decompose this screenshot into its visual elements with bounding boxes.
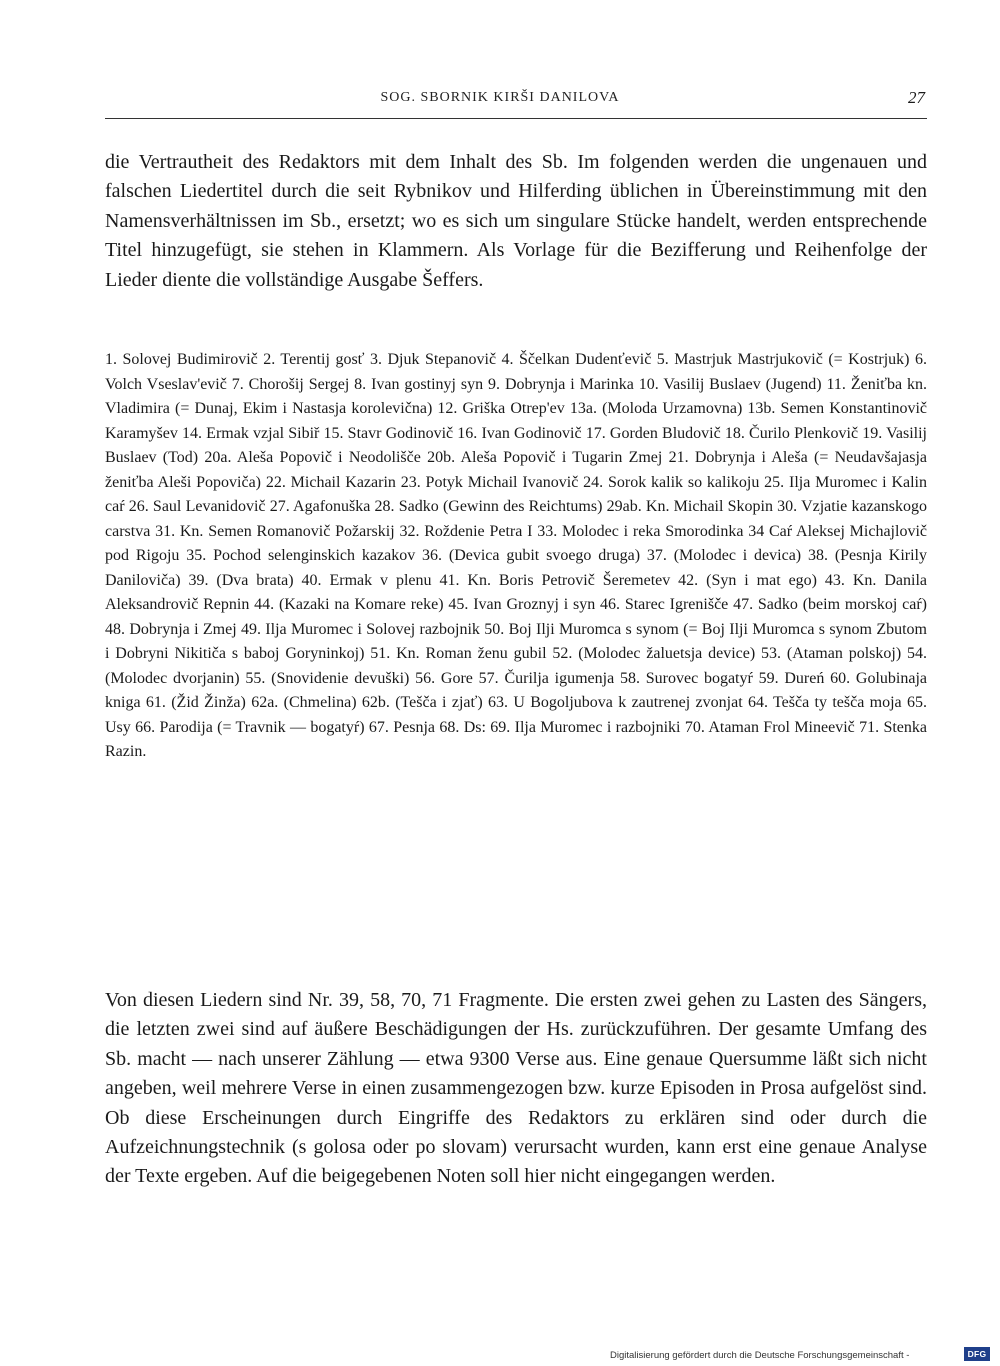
song-list: 1. Solovej Budimirovič 2. Terentij gosť 3. Djuk Stepanovič 4. Ščelkan Dudenťevič 5. Mastrjuk Mastrjukovič (= Kostrjuk) 6. Volch Vseslav'evič 7. Chorošij Sergej 8. Ivan gostinyj syn 9. Dobrynja i Marinka 10. Vasilij Buslaev (Jugend) 11. Ženiťba kn. Vladimira (= Dunaj, Ekim i Nastasja korolevična) 12. Griška Otrep'ev 13a. (Moloda Urzamovna) 13b. Semen Konstantinovič Karamyšev 14. Ermak vzjal Sibiř 15. Stavr Godinovič 16. Ivan Godinovič 17. Gorden Bludovič 18. Čurilo Plenkovič 19. Vasilij Buslaev (Tod) 20a. Aleša Popovič i Neodolišče 20b. Aleša Popovič i Tugarin Zmej 21. Dobrynja i Aleša (= Neudavšajasja ženiťba Aleši Popoviča) 22. Michail Kazarin 23. Potyk Michail Ivanovič 24. Sorok kalik so kalikoju 25. Ilja Muromec i Kalin caŕ 26. Saul Levanidovič 27. Agafonuška 28. Sadko (Gewinn des Reichtums) 29ab. Kn. Michail Skopin 30. Vzjatie kazanskogo carstva 31. Kn. Semen Romanovič Požarskij 32. Roždenie Petra I 33. Molodec i reka Smorodinka 34 Caŕ Aleksej Michajlovič pod Rigoju 35. Pochod selenginskich kazakov 36. (Devica gubit svoego druga) 37. (Molodec i devica) 38. (Pesnja Kirily Daniloviča) 39. (Dva brata) 40. Ermak v plenu 41. Kn. Boris Petrovič Šeremetev 42. (Syn i mat ego) 43. Kn. Danila Aleksandrovič Repnin 44. (Kazaki na Komare reke) 45. Ivan Groznyj i syn 46. Starec Igrenišče 47. Sadko (beim morskoj caŕ) 48. Dobrynja i Zmej 49. Ilja Muromec i Solovej razbojnik 50. Boj Ilji Muromca s synom (= Boj Ilji Muromca s synom Zbutom i Dobryni Nikitiča s baboj Goryninkoj) 51. Kn. Roman ženu gubil 52. (Molodec žaluetsja devicе) 53. (Ataman polskoj) 54. (Molodec dvorjanin) 55. (Snovidenie devuški) 56. Gore 57. Čurilja igumenja 58. Surovec bogatyŕ 59. Dureń 60. Golubinaja kniga 61. (Žid Žinža) 62a. (Chmelina) 62b. (Tešča i zjať) 63. U Bogoljubova k zautrenej zvonjat 64. Tešča ty tešča moja 65. Usy 66. Parodija (= Travnik — bogatyŕ) 67. Pesnja 68. Ds: 69. Ilja Muromec i razbojniki 70. Ataman Frol Mineevič 71. Stenka Razin.: [105, 351, 927, 760]
dfg-logo: DFG: [964, 1347, 990, 1361]
paragraph-intro: die Vertrautheit des Redaktors mit dem Inhalt des Sb. Im folgenden werden die ungenauen und falschen Liedertitel durch die seit Rybnikov und Hilferding üblichen in Übereinstimmung mit den Namensverhältnissen im Sb., ersetzt; wo es sich um singulare Stücke handelt, werden entsprechende Titel hinzugefügt, sie stehen in Klammern. Als Vorlage für die Bezifferung und Reihenfolge der Lieder diente die vollständige Ausgabe Šeffers.: [105, 151, 927, 291]
paragraph-conclusion: Von diesen Liedern sind Nr. 39, 58, 70, 71 Fragmente. Die ersten zwei gehen zu Lasten des Sängers, die letzten zwei sind auf äußere Beschädigungen der Hs. zurückzuführen. Der gesamte Umfang des Sb. macht — nach unserer Zählung — etwa 9300 Verse aus. Eine genaue Quersumme läßt sich nicht angeben, weil mehrere Verse in einen zusammengezogen bzw. kurze Episoden in Prosa aufgelöst sind. Ob diese Erscheinungen durch Eingriffe des Redaktors zu erklären sind oder durch die Aufzeichnungstechnik (s golosa oder po slovam) verursacht wurden, kann erst eine genaue Analyse der Texte ergeben. Auf die beigegebenen Noten soll hier nicht eingegangen werden.: [105, 989, 927, 1188]
page-number: 27: [908, 88, 925, 107]
header-rule: [105, 118, 927, 119]
header-title: SOG. SBORNIK KIRŠI DANILOVA: [380, 90, 620, 105]
footer-credit: Digitalisierung gefördert durch die Deutsche Forschungsgemeinschaft -: [610, 1350, 910, 1361]
